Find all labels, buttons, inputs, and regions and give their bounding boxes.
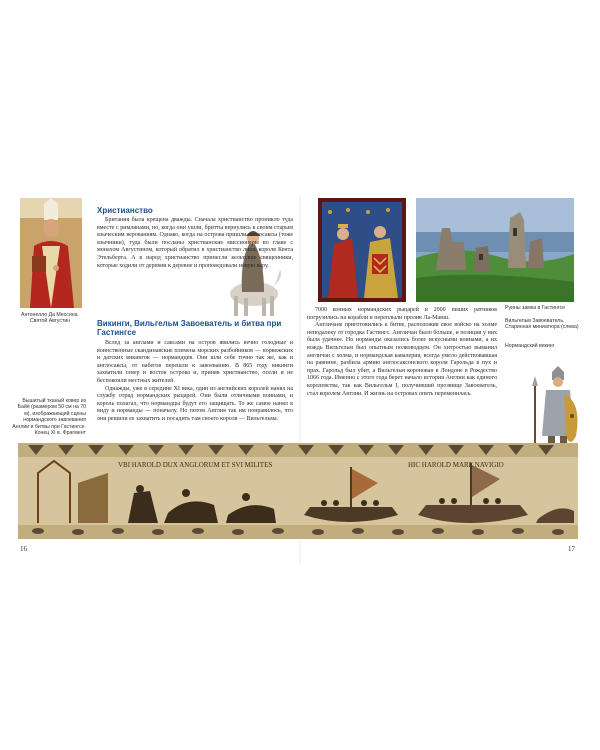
caption-viking: Нормандский викинг	[505, 343, 555, 349]
tapestry-inscription-right: HIC HAROLD MARE NAVIGIO	[408, 461, 504, 469]
paragraph: Англичане приготовились к битве, расположив свое войско на холме неподалеку от городка Гастингс. Англичан было больше, и позиция у них была удачнее. Но норманды оказались более искусными воинами, а их вождь Вильгельм был опытным полководцем. Он хитростью выманил англичан с холма, и нормандская кавалерия, всегда умело действовавшая на равнине, разбила армию англосаксонского короля Гарольда в пух и прах. Гарольд был убит, а Вильгельм коронован в Лондоне в Рождество 1066 года. Именно с этого года берет начало история Англии как единого королевства, так как Вильгельм I, получивший прозвище Завоеватель, стал королем Англии. И жизнь на островах опять переменилась.	[307, 322, 497, 397]
text-christianity	[97, 217, 293, 270]
text-hastings	[307, 307, 497, 398]
paragraph: 7000 конных нормандских рыцарей и 2000 пеших ратников погрузились на корабли и переплыли пролив Ла-Манш.	[307, 307, 497, 321]
text-vikings	[97, 340, 293, 424]
heading-vikings: Викинги, Вильгельм Завоеватель и битва при Гастингсе	[97, 319, 282, 337]
paragraph: Однажды, уже в середине XI века, один из английских королей нанял на службу отряд нормандских рыцарей. Они были отличными воинами, и король полагал, что нормандцы будут его защищать. То же самое нанял в виду и норманды — поначалу. Но потом Англия так им понравилось, что они решили ее захватить и посадить там своего короля — Вильгельма.	[97, 385, 293, 422]
page-number-right: 17	[568, 545, 575, 553]
paragraph: Британия была крещена дважды. Сначала христианство проникло туда вместе с римлянами, но, когда они ушли, бритты вернулись к своим старым языческим верованиям. Однако, когда на острова пришли англосаксы (тоже язычники), туда были посланы христианские миссионеры во главе с монахом Августином, который обратил в христианство лишь короля Кента Этельберта. А в народ христианство принесли кельтские священники, которые ходили от деревни к деревне и проповедовали новую веру.	[97, 217, 293, 269]
william-conqueror-miniature	[318, 198, 406, 302]
caption-augustine: Антонелло Да Мессина. Святой Августин	[21, 312, 79, 325]
paragraph: Вслед за англами и саксами на остров явились вечно голодные и воинственные скандинавские племена морских разбойников — норвежских и датских викингов — нормандцев. Они шли себе точно так же, как и англосаксы, от набегов перешли к завоеванию. В 865 году викинги захватили север и восток острова и, приняв христианство, осели и не беспокоили местных жителей.	[97, 340, 293, 384]
bayeux-tapestry-fragment	[18, 443, 578, 539]
caption-castle: Руины замка в Гастингсе	[505, 305, 566, 311]
saint-augustine-painting	[20, 198, 82, 308]
hastings-castle-photo	[416, 198, 574, 302]
caption-tapestry: Вышитый тканый ковер из Байё (размером 50 см на 70 м), изображающий сцены нормандского завоевания Англии и битвы при Гастингсе. Конец XI в. Фрагмент	[12, 398, 86, 437]
tapestry-inscription-left: VBI HAROLD DUX ANGLORUM ET SVI MILITES	[118, 461, 273, 469]
heading-christianity: Христианство	[97, 206, 153, 215]
caption-miniature: Вильгельм Завоеватель. Старинная миниатюра (слева)	[505, 318, 579, 331]
page-number-left: 16	[20, 545, 27, 553]
